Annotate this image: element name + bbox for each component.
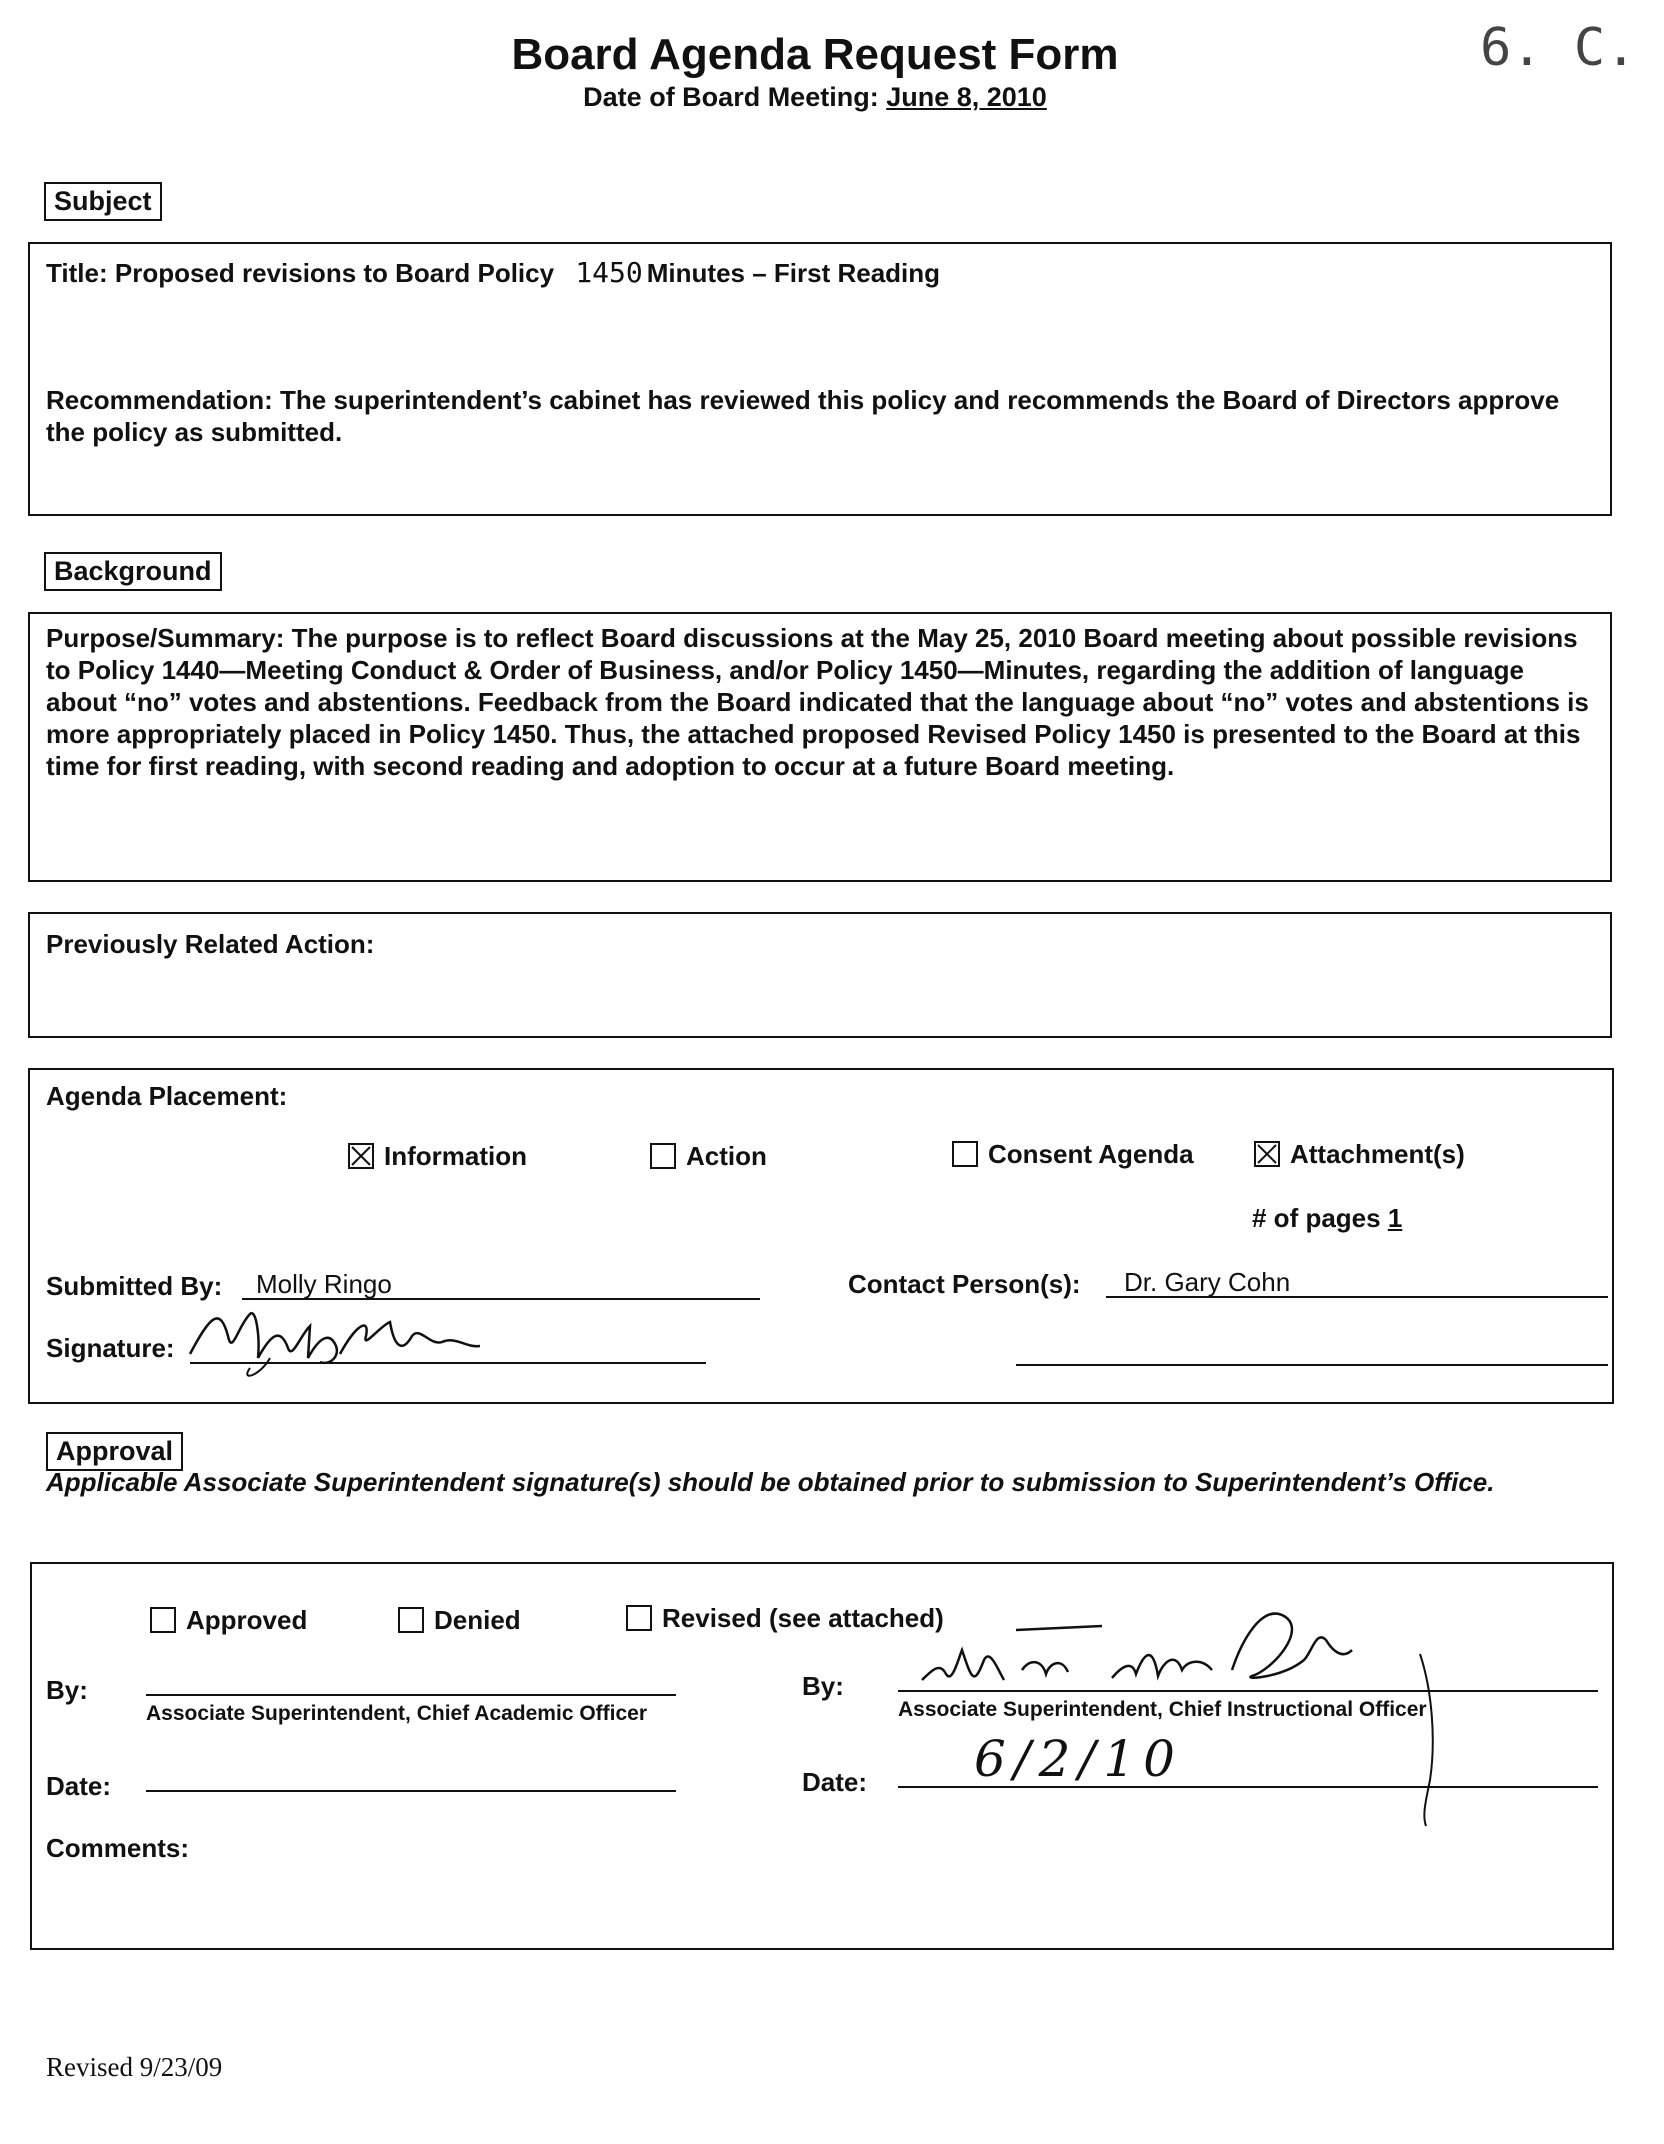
subject-title-suffix: Minutes – First Reading <box>646 258 941 288</box>
subject-title-line <box>46 256 940 290</box>
submitted-by-label: Submitted By: <box>46 1271 223 1301</box>
contact-person-label: Contact Person(s): <box>848 1269 1081 1299</box>
agenda-placement-label: Agenda Placement: <box>46 1081 288 1111</box>
approved-label: Approved <box>186 1605 308 1635</box>
option-approved[interactable] <box>150 1604 307 1637</box>
denied-checkbox[interactable] <box>398 1607 424 1633</box>
option-action[interactable] <box>650 1140 767 1173</box>
right-by-label: By: <box>802 1671 844 1701</box>
pages-value: 1 <box>1387 1203 1403 1233</box>
form-title: Board Agenda Request Form <box>511 30 1119 79</box>
previous-action-box <box>28 912 1612 1038</box>
submitter-signature <box>180 1296 520 1386</box>
agenda-item-mark: 6. C. <box>1480 18 1637 78</box>
submitted-by-value: Molly Ringo <box>256 1269 392 1299</box>
information-checkbox[interactable] <box>348 1143 374 1169</box>
background-label: Background <box>44 552 222 591</box>
subject-box <box>28 242 1612 516</box>
option-attachments[interactable] <box>1254 1138 1465 1171</box>
pages-label: # of pages <box>1252 1203 1381 1233</box>
information-label: Information <box>384 1141 527 1171</box>
attachments-checkbox[interactable] <box>1254 1141 1280 1167</box>
denied-label: Denied <box>434 1605 521 1635</box>
approval-box <box>30 1562 1614 1950</box>
left-date-line <box>146 1790 676 1792</box>
background-box <box>28 612 1612 882</box>
contact-signature-line <box>1016 1364 1608 1366</box>
subject-label: Subject <box>44 182 162 221</box>
revised-label: Revised (see attached) <box>662 1603 944 1633</box>
option-consent-agenda[interactable] <box>952 1138 1194 1171</box>
revised-footer: Revised 9/23/09 <box>46 2052 223 2082</box>
approver-signature <box>912 1600 1472 1700</box>
recommendation-text: Recommendation: The superintendent’s cabinet has reviewed this policy and recommends the Board of Directors approve the policy as submitted. <box>46 385 1560 447</box>
consent-agenda-checkbox[interactable] <box>952 1141 978 1167</box>
agenda-placement-box <box>28 1068 1614 1404</box>
left-by-line <box>146 1694 676 1696</box>
approval-label: Approval <box>46 1432 183 1471</box>
right-date-label: Date: <box>802 1767 868 1797</box>
revised-checkbox[interactable] <box>626 1605 652 1631</box>
right-by-caption: Associate Superintendent, Chief Instructional Officer <box>898 1698 1427 1721</box>
approved-checkbox[interactable] <box>150 1607 176 1633</box>
approval-note: Applicable Associate Superintendent signature(s) should be obtained prior to submission to Superintendent’s Office. <box>46 1467 1495 1497</box>
signature-stroke <box>1412 1650 1452 1830</box>
right-date-value: 6/2/10 <box>974 1730 1183 1788</box>
option-revised[interactable] <box>626 1602 944 1635</box>
pages-count <box>1252 1202 1402 1235</box>
meeting-date-label: Date of Board Meeting: <box>583 82 879 112</box>
attachments-label: Attachment(s) <box>1290 1139 1465 1169</box>
left-by-caption: Associate Superintendent, Chief Academic Officer <box>146 1702 648 1725</box>
previous-action-label: Previously Related Action: <box>46 929 375 959</box>
policy-number: 1450 <box>575 256 643 289</box>
action-label: Action <box>686 1141 767 1171</box>
meeting-date-line <box>0 82 1630 113</box>
left-by-label: By: <box>46 1675 88 1705</box>
purpose-summary-text: Purpose/Summary: The purpose is to reflect Board discussions at the May 25, 2010 Board meeting about possible revisions to Policy 1440—Meeting Conduct & Order of Business, and/or Policy 1450—Minutes, regarding the addition of language about “no” votes and abstentions. Feedback from the Board indicated that the language about “no” votes and abstentions is more appropriately placed in Policy 1450. Thus, the attached proposed Revised Policy 1450 is presented to the Board at this time for first reading, with second reading and adoption to occur at a future Board meeting. <box>46 623 1589 781</box>
signature-label: Signature: <box>46 1333 175 1363</box>
subject-title-label: Title: Proposed revisions to Board Policy <box>46 258 555 288</box>
left-date-label: Date: <box>46 1771 112 1801</box>
consent-agenda-label: Consent Agenda <box>988 1139 1194 1169</box>
contact-person-value: Dr. Gary Cohn <box>1124 1267 1291 1297</box>
action-checkbox[interactable] <box>650 1143 676 1169</box>
meeting-date-value: June 8, 2010 <box>886 82 1047 112</box>
comments-label: Comments: <box>46 1833 190 1863</box>
option-denied[interactable] <box>398 1604 521 1637</box>
option-information[interactable] <box>348 1140 527 1173</box>
